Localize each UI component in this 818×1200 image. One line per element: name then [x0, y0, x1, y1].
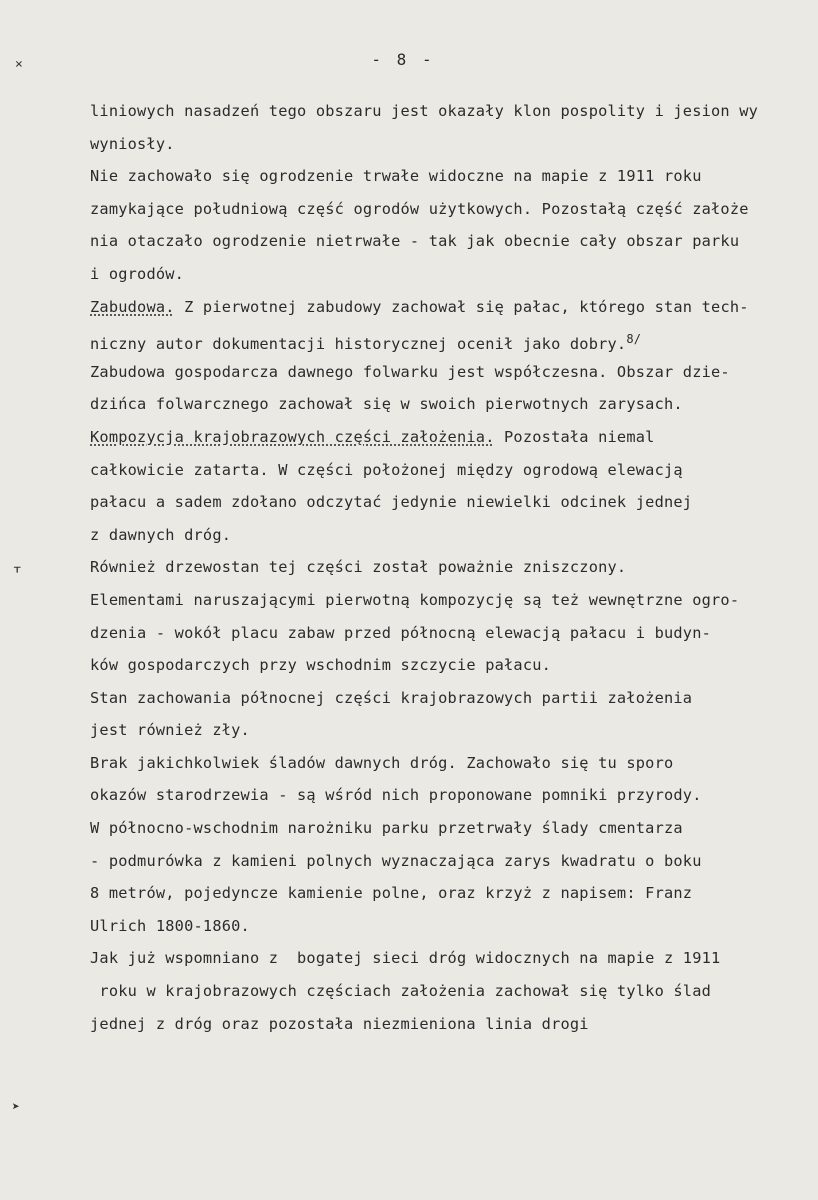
- text-line: [90, 551, 812, 584]
- text-line: [90, 649, 812, 682]
- text-line: [90, 356, 812, 389]
- line-text: nia otaczało ogrodzenie nietrwałe - tak jak obecnie cały obszar parku: [90, 232, 740, 251]
- page-number: - 8 -: [371, 50, 435, 69]
- text-line: [90, 291, 812, 324]
- line-text: Nie zachowało się ogrodzenie trwałe widoczne na mapie z 1911 roku: [90, 167, 702, 186]
- line-text: dzińca folwarcznego zachował się w swoich pierwotnych zarysach.: [90, 395, 683, 414]
- line-text: Ulrich 1800-1860.: [90, 916, 250, 935]
- text-line: [90, 812, 812, 845]
- text-line: [90, 779, 812, 812]
- text-line: [90, 877, 812, 910]
- typed-text-block: [90, 95, 812, 1040]
- text-line: [90, 942, 812, 975]
- footnote-reference: 8/: [626, 332, 642, 347]
- text-line: [90, 584, 812, 617]
- margin-mark-middle: ᚁ: [14, 560, 21, 575]
- text-line: [90, 225, 812, 258]
- text-line: [90, 486, 812, 519]
- margin-mark-top: ⨯: [15, 57, 23, 72]
- line-text: dzenia - wokół placu zabaw przed północną elewacją pałacu i budyn-: [90, 623, 712, 642]
- section-heading: Kompozycja krajobrazowych części założenia.: [90, 427, 495, 446]
- line-text: Zabudowa gospodarcza dawnego folwarku jest współczesna. Obszar dzie-: [90, 362, 730, 381]
- text-line: [90, 975, 812, 1008]
- text-line: [90, 323, 812, 356]
- line-text: Również drzewostan tej części został poważnie zniszczony.: [90, 558, 627, 577]
- text-line: [90, 714, 812, 747]
- text-line: [90, 910, 812, 943]
- line-text: pałacu a sadem zdołano odczytać jedynie niewielki odcinek jednej: [90, 493, 693, 512]
- line-text: ków gospodarczych przy wschodnim szczycie pałacu.: [90, 656, 552, 675]
- text-line: [90, 845, 812, 878]
- line-text: jednej z dróg oraz pozostała niezmieniona linia drogi: [90, 1014, 589, 1033]
- line-text: - podmurówka z kamieni polnych wyznaczająca zarys kwadratu o boku: [90, 851, 702, 870]
- text-line: [90, 128, 812, 161]
- line-text: 8 metrów, pojedyncze kamienie polne, oraz krzyż z napisem: Franz: [90, 884, 693, 903]
- line-text: liniowych nasadzeń tego obszaru jest okazały klon pospolity i jesion wy: [90, 102, 759, 120]
- text-line: [90, 617, 812, 650]
- line-text: roku w krajobrazowych częściach założenia zachował się tylko ślad: [90, 982, 712, 1001]
- section-heading: Zabudowa.: [90, 297, 175, 316]
- text-line: [90, 682, 812, 715]
- text-line: [90, 747, 812, 780]
- text-line: [90, 258, 812, 291]
- text-line: [90, 1008, 812, 1041]
- text-line: [90, 95, 812, 128]
- text-line: [90, 519, 812, 552]
- line-text: wyniosły.: [90, 134, 175, 153]
- text-line: [90, 454, 812, 487]
- line-text: z dawnych dróg.: [90, 525, 232, 544]
- line-text: Z pierwotnej zabudowy zachował się pałac, którego stan tech-: [174, 297, 749, 316]
- line-text: Brak jakichkolwiek śladów dawnych dróg. Zachowało się tu sporo: [90, 753, 674, 772]
- line-text: okazów starodrzewia - są wśród nich proponowane pomniki przyrody.: [90, 786, 702, 805]
- text-line: [90, 388, 812, 421]
- line-text: zamykające południową część ogrodów użytkowych. Pozostałą część założe: [90, 199, 749, 218]
- text-line: [90, 193, 812, 226]
- line-text: Elementami naruszającymi pierwotną kompozycję są też wewnętrzne ogro-: [90, 590, 740, 609]
- margin-mark-bottom: ➤: [12, 1100, 20, 1115]
- text-line: [90, 160, 812, 193]
- line-text: całkowicie zatarta. W części położonej między ogrodową elewacją: [90, 460, 683, 479]
- line-text: i ogrodów.: [90, 264, 185, 283]
- line-text: jest również zły.: [90, 721, 250, 740]
- line-text: Pozostała niemal: [494, 427, 655, 446]
- line-text: W północno-wschodnim narożniku parku przetrwały ślady cmentarza: [90, 819, 683, 838]
- line-text: Jak już wspomniano z bogatej sieci dróg widocznych na mapie z 1911: [90, 949, 721, 968]
- text-line: [90, 421, 812, 454]
- line-text: niczny autor dokumentacji historycznej ocenił jako dobry.: [90, 335, 627, 354]
- line-text: Stan zachowania północnej części krajobrazowych partii założenia: [90, 688, 693, 707]
